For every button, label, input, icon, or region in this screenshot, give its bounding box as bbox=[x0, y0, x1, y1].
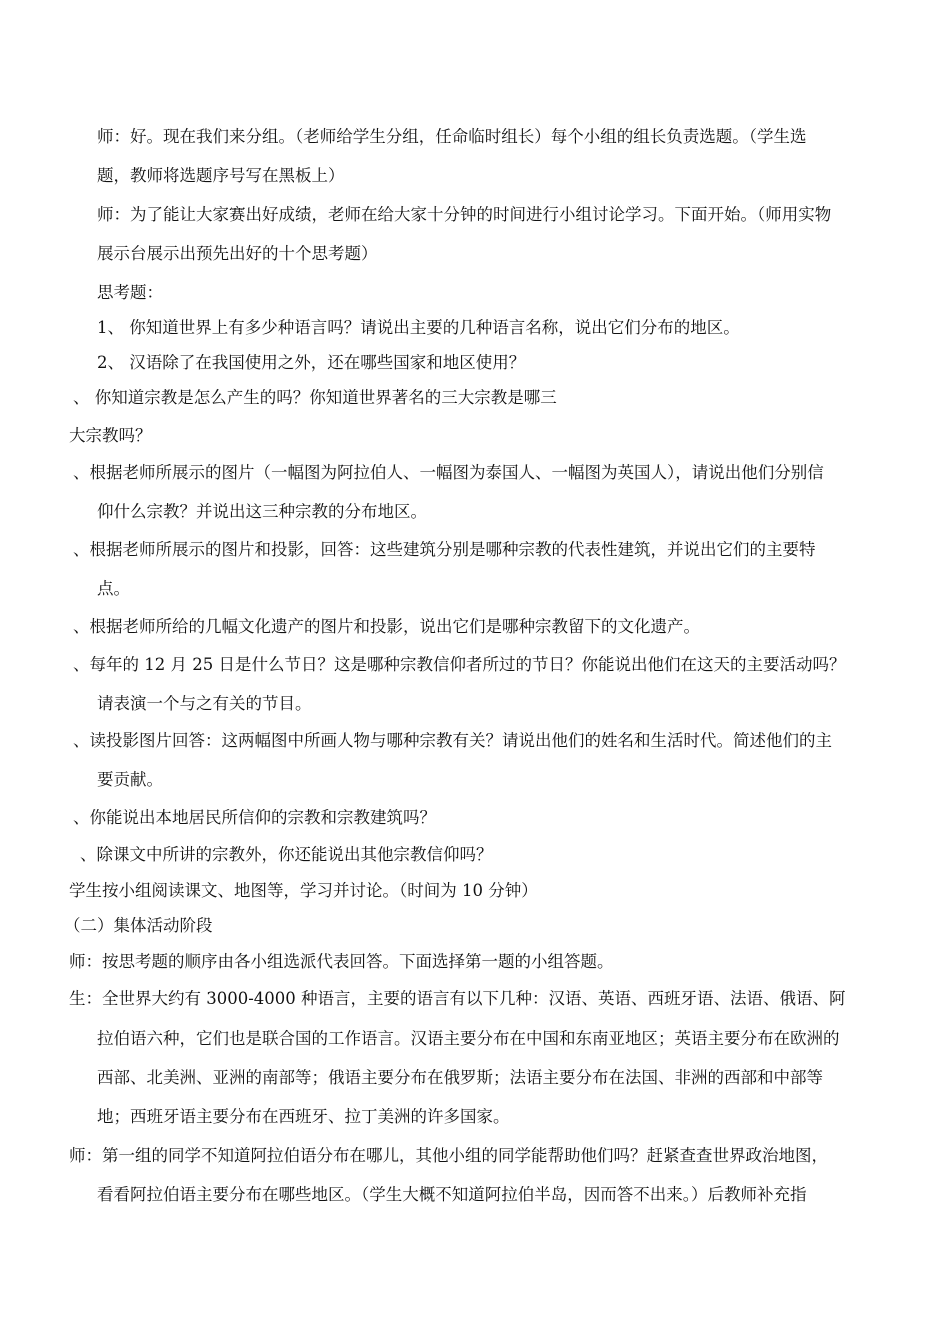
question-item: 、 你知道宗教是怎么产生的吗？你知道世界著名的三大宗教是哪三 bbox=[73, 388, 557, 407]
text-line: 拉伯语六种，它们也是联合国的工作语言。汉语主要分布在中国和东南亚地区；英语主要分布在欧洲的 bbox=[97, 1029, 840, 1048]
text-line: 师：好。现在我们来分组。（老师给学生分组，任命临时组长）每个小组的组长负责选题。（学生选 bbox=[97, 127, 807, 146]
text-line: 展示台展示出预先出好的十个思考题） bbox=[97, 244, 378, 263]
section-heading: （二）集体活动阶段 bbox=[64, 916, 213, 935]
section-label: 思考题： bbox=[97, 283, 163, 302]
text-line: 大宗教吗？ bbox=[69, 426, 152, 445]
text-line: 学生按小组阅读课文、地图等，学习并讨论。（时间为 10 分钟） bbox=[69, 881, 538, 900]
text-line: 西部、北美洲、亚洲的南部等；俄语主要分布在俄罗斯；法语主要分布在法国、非洲的西部和中部等 bbox=[97, 1068, 823, 1087]
text-line: 请表演一个与之有关的节目。 bbox=[97, 694, 312, 713]
text-line: 题，教师将选题序号写在黑板上） bbox=[97, 166, 345, 185]
text-line: 生：全世界大约有 3000-4000 种语言，主要的语言有以下几种：汉语、英语、西班牙语、法语、俄语、阿 bbox=[69, 989, 846, 1008]
text-line: 地；西班牙语主要分布在西班牙、拉丁美洲的许多国家。 bbox=[97, 1107, 510, 1126]
question-item: 、每年的 12 月 25 日是什么节日？这是哪种宗教信仰者所过的节日？你能说出他们在这天的主要活动吗？ bbox=[73, 655, 846, 674]
text-line: 师：为了能让大家赛出好成绩，老师在给大家十分钟的时间进行小组讨论学习。下面开始。（师用实物 bbox=[97, 205, 832, 224]
question-item: 、你能说出本地居民所信仰的宗教和宗教建筑吗？ bbox=[73, 808, 436, 827]
text-line: 要贡献。 bbox=[97, 770, 163, 789]
question-item: 、读投影图片回答：这两幅图中所画人物与哪种宗教有关？请说出他们的姓名和生活时代。简述他们的主 bbox=[73, 731, 832, 750]
text-line: 仰什么宗教？并说出这三种宗教的分布地区。 bbox=[97, 502, 427, 521]
text-line: 看看阿拉伯语主要分布在哪些地区。（学生大概不知道阿拉伯半岛，因而答不出来。）后教师补充指 bbox=[97, 1185, 807, 1204]
text-line: 师：第一组的同学不知道阿拉伯语分布在哪儿，其他小组的同学能帮助他们吗？赶紧查查世界政治地图， bbox=[69, 1146, 828, 1165]
question-item: 2、 汉语除了在我国使用之外，还在哪些国家和地区使用？ bbox=[97, 353, 526, 372]
text-line: 师：按思考题的顺序由各小组选派代表回答。下面选择第一题的小组答题。 bbox=[69, 952, 614, 971]
question-item: 1、 你知道世界上有多少种语言吗？请说出主要的几种语言名称，说出它们分布的地区。 bbox=[97, 318, 740, 337]
question-item: 、除课文中所讲的宗教外，你还能说出其他宗教信仰吗？ bbox=[80, 845, 493, 864]
question-item: 、根据老师所展示的图片（一幅图为阿拉伯人、一幅图为泰国人、一幅图为英国人），请说出他们分别信 bbox=[73, 463, 824, 482]
question-item: 、根据老师所给的几幅文化遗产的图片和投影，说出它们是哪种宗教留下的文化遗产。 bbox=[73, 617, 700, 636]
question-item: 、根据老师所展示的图片和投影，回答：这些建筑分别是哪种宗教的代表性建筑，并说出它们的主要特 bbox=[73, 540, 816, 559]
text-line: 点。 bbox=[97, 579, 130, 598]
